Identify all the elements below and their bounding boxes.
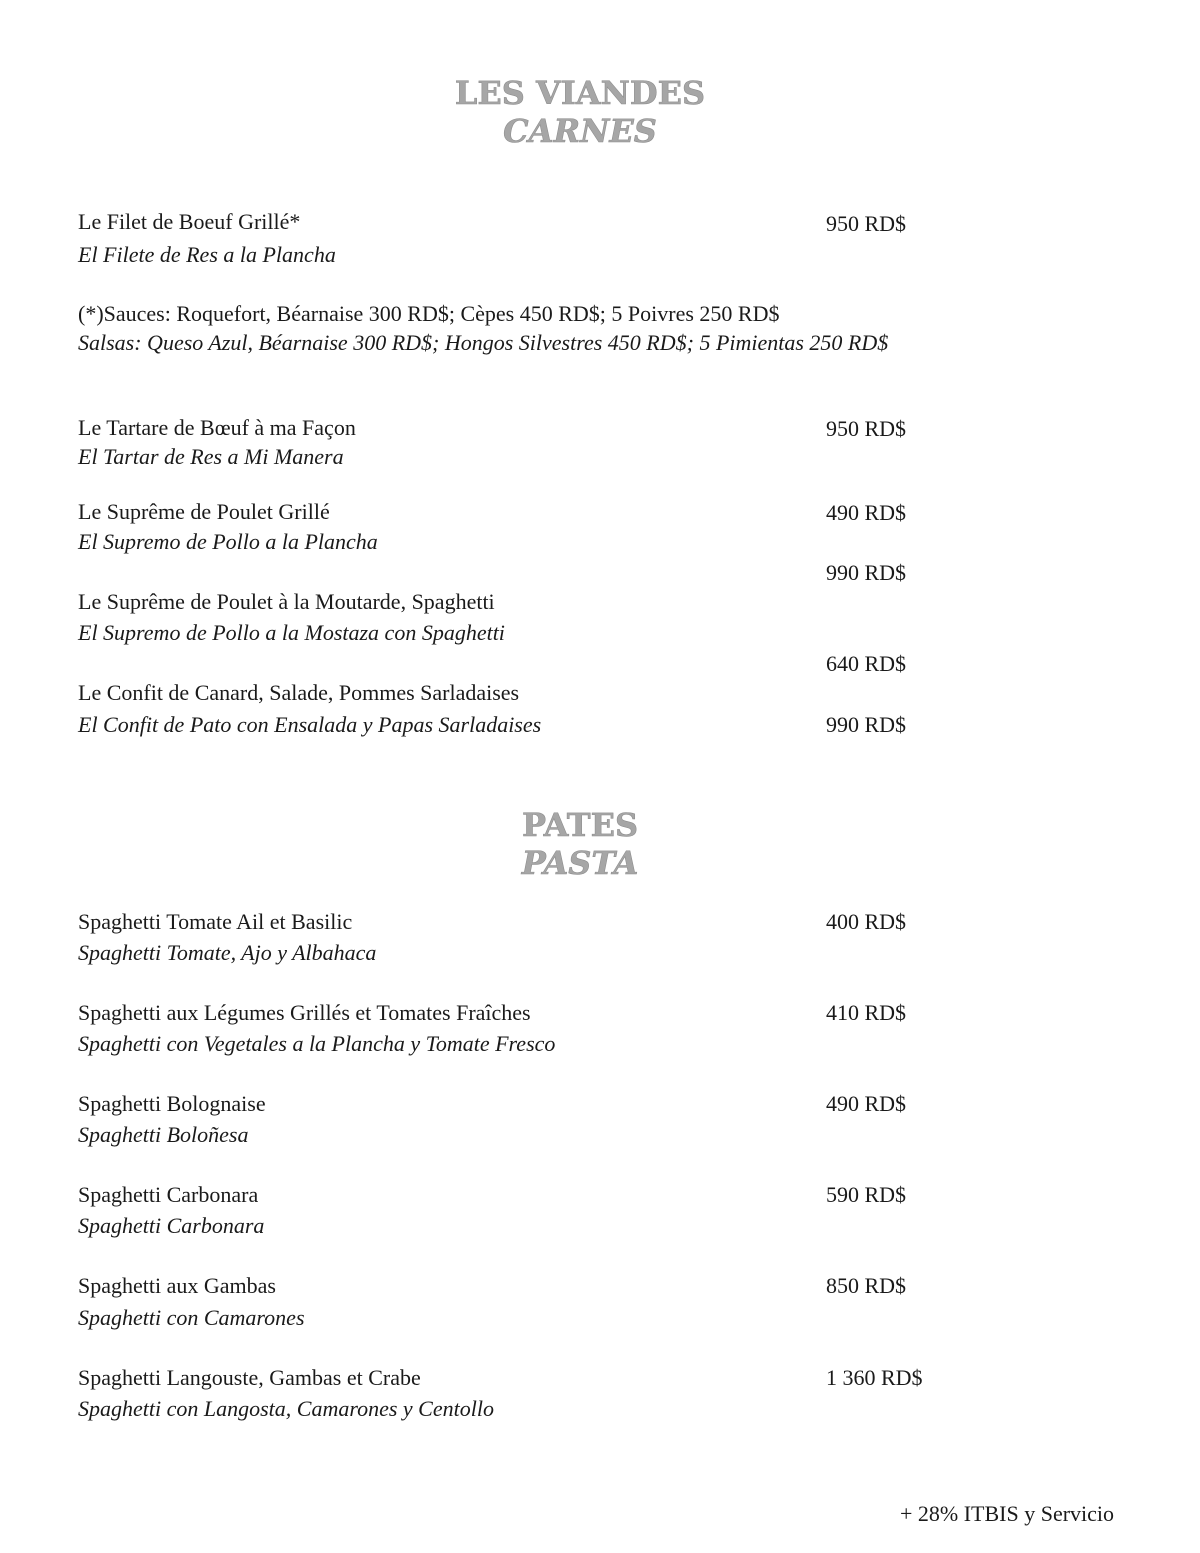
dish-price: 640 RD$ [826,651,907,676]
dish-name-fr: Spaghetti aux Gambas [78,1273,276,1298]
dish-name-es: Spaghetti con Camarones [78,1305,305,1330]
sauces-note-es: Salsas: Queso Azul, Béarnaise 300 RD$; Hongos Silvestres 450 RD$; 5 Pimientas 250 RD$ [78,330,889,355]
dish-price: 850 RD$ [826,1273,907,1298]
dish-name-fr: Le Suprême de Poulet à la Moutarde, Spaghetti [78,589,495,614]
dish-price: 990 RD$ [826,560,907,585]
dish-name-es: El Supremo de Pollo a la Mostaza con Spaghetti [78,620,505,645]
dish-name-fr: Le Tartare de Bœuf à ma Façon [78,415,356,440]
dish-price: 490 RD$ [826,1091,907,1116]
dish-name-fr: Spaghetti Carbonara [78,1182,259,1207]
section-title-es: PASTA [521,844,639,882]
section-title-es: CARNES [503,112,657,150]
dish-price: 1 360 RD$ [826,1365,923,1390]
dish-name-es: Spaghetti con Langosta, Camarones y Centollo [78,1396,494,1421]
dish-price: 400 RD$ [826,909,907,934]
dish-name-es: El Filete de Res a la Plancha [78,242,336,267]
dish-name-fr: Le Confit de Canard, Salade, Pommes Sarladaises [78,680,520,705]
dish-name-es: Spaghetti Carbonara [78,1213,265,1238]
sauces-note-fr: (*)Sauces: Roquefort, Béarnaise 300 RD$; Cèpes 450 RD$; 5 Poivres 250 RD$ [78,301,780,326]
dish-name-fr: Spaghetti Tomate Ail et Basilic [78,909,353,934]
section-title-viandes [0,74,1160,150]
section-title-fr: LES VIANDES [454,74,706,112]
dish-name-es: El Tartar de Res a Mi Manera [78,444,344,469]
dish-price: 950 RD$ [826,211,907,236]
dish-name-es: El Confit de Pato con Ensalada y Papas Sarladaises [78,712,542,737]
dish-name-fr: Spaghetti aux Légumes Grillés et Tomates Fraîches [78,1000,531,1025]
section-title-fr: PATES [521,806,639,844]
dish-price: 950 RD$ [826,416,907,441]
dish-price: 490 RD$ [826,500,907,525]
dish-name-es: El Supremo de Pollo a la Plancha [78,529,378,554]
dish-price-secondary: 990 RD$ [826,712,907,737]
tax-service-note: + 28% ITBIS y Servicio [900,1501,1115,1526]
dish-name-es: Spaghetti Boloñesa [78,1122,249,1147]
dish-name-es: Spaghetti Tomate, Ajo y Albahaca [78,940,377,965]
dish-name-es: Spaghetti con Vegetales a la Plancha y Tomate Fresco [78,1031,556,1056]
dish-price: 410 RD$ [826,1000,907,1025]
dish-name-fr: Spaghetti Langouste, Gambas et Crabe [78,1365,421,1390]
dish-name-fr: Le Filet de Boeuf Grillé* [78,209,301,234]
section-title-pates [0,806,1160,882]
dish-name-fr: Spaghetti Bolognaise [78,1091,266,1116]
dish-price: 590 RD$ [826,1182,907,1207]
dish-name-fr: Le Suprême de Poulet Grillé [78,499,330,524]
